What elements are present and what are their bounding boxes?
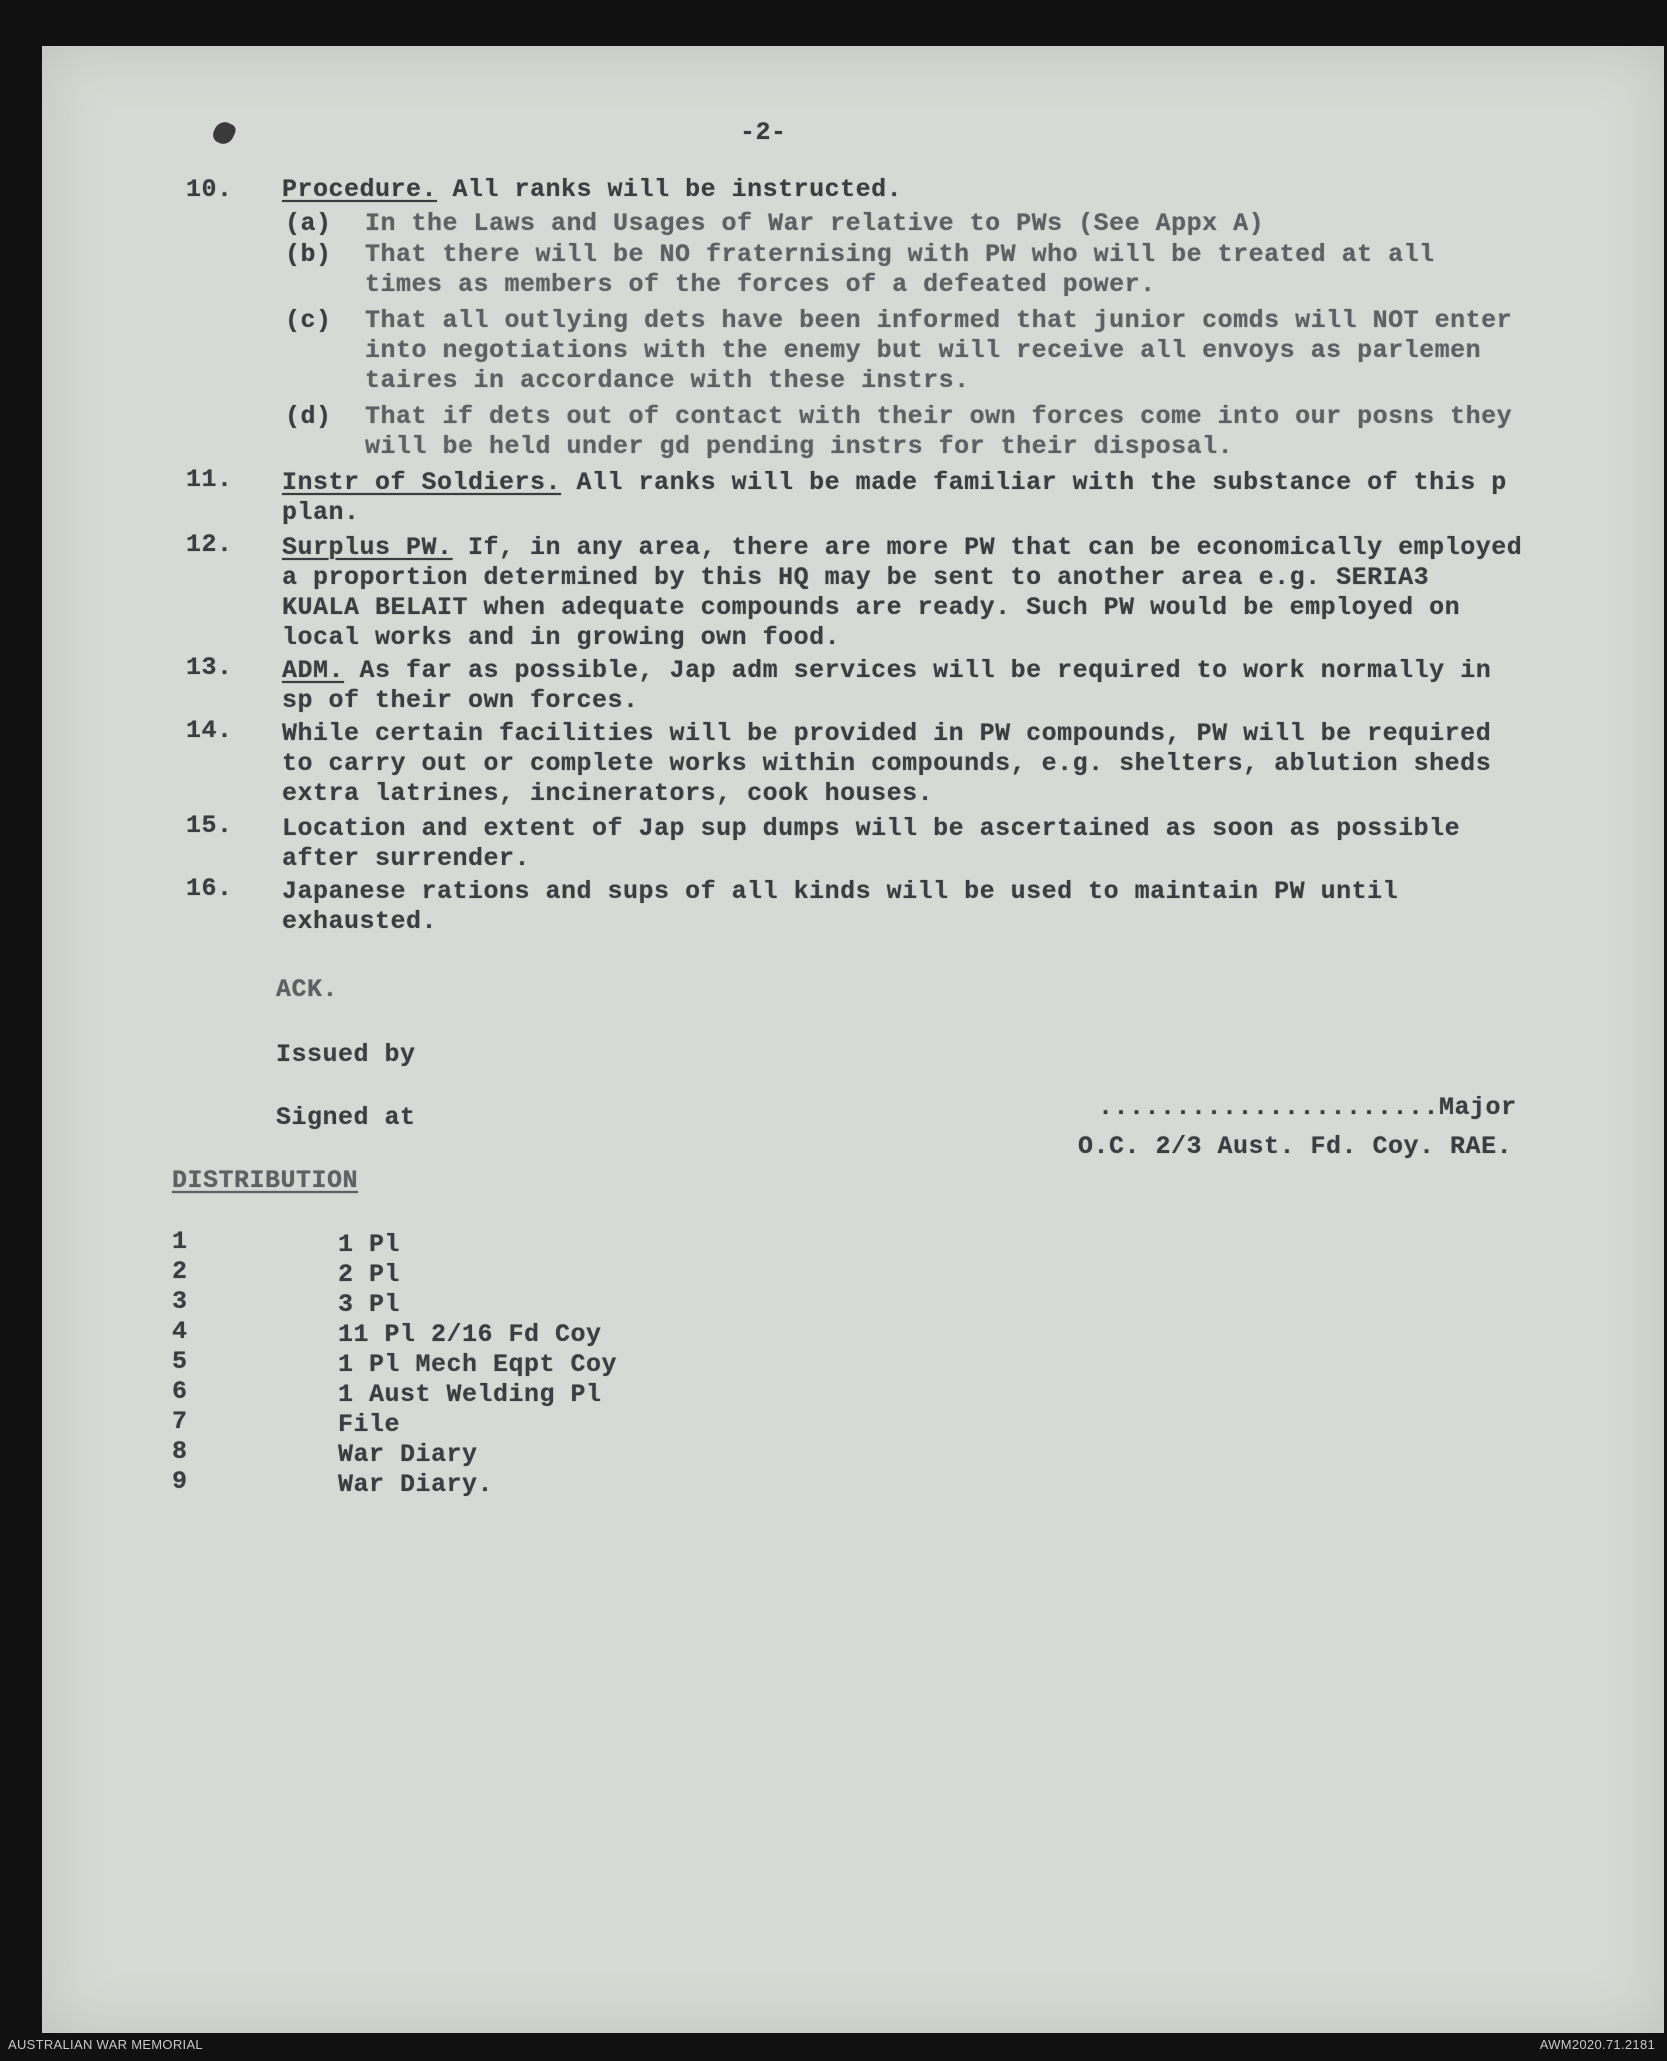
- item-heading: Procedure.: [282, 175, 438, 204]
- subitem-line: In the Laws and Usages of War relative to PWs (See Appx A): [365, 209, 1265, 238]
- distribution-number: 9: [172, 1467, 188, 1496]
- item-continuation: exhausted.: [282, 907, 438, 936]
- item-text: All ranks will be made familiar with the substance of this p: [561, 468, 1507, 497]
- subitem-line: taires in accordance with these instrs.: [365, 366, 970, 395]
- item-number: 16.: [186, 874, 233, 903]
- item-continuation: after surrender.: [282, 844, 531, 873]
- page-number: -2-: [740, 118, 787, 147]
- distribution-item: 1 Pl: [338, 1230, 401, 1259]
- subitem-line: That all outlying dets have been informed that junior comds will NOT enter: [365, 306, 1513, 335]
- subitem-label: (b): [285, 240, 332, 269]
- distribution-number: 5: [172, 1347, 188, 1376]
- item-continuation: a proportion determined by this HQ may be sent to another area e.g. SERIA3: [282, 563, 1430, 592]
- distribution-item: 1 Pl Mech Eqpt Coy: [338, 1350, 618, 1379]
- distribution-number: 3: [172, 1287, 188, 1316]
- distribution-item: 3 Pl: [338, 1290, 401, 1319]
- distribution-title: DISTRIBUTION: [172, 1166, 359, 1195]
- subitem-line: times as members of the forces of a defeated power.: [365, 270, 1156, 299]
- item-number: 10.: [186, 175, 233, 204]
- item-line: [282, 656, 1491, 685]
- item-heading: Surplus PW.: [282, 533, 453, 562]
- signature-line: ......................Major: [1098, 1093, 1517, 1122]
- item-continuation: KUALA BELAIT when adequate compounds are ready. Such PW would be employed on: [282, 593, 1461, 622]
- distribution-item: 1 Aust Welding Pl: [338, 1380, 602, 1409]
- item-number: 12.: [186, 530, 233, 559]
- distribution-item: File: [338, 1410, 401, 1439]
- signatory: O.C. 2/3 Aust. Fd. Coy. RAE.: [1078, 1132, 1513, 1161]
- distribution-number: 4: [172, 1317, 188, 1346]
- item-text: All ranks will be instructed.: [437, 175, 903, 204]
- ack-label: ACK.: [276, 975, 339, 1004]
- distribution-item: 11 Pl 2/16 Fd Coy: [338, 1320, 602, 1349]
- item-continuation: to carry out or complete works within compounds, e.g. shelters, ablution sheds: [282, 749, 1492, 778]
- item-heading: ADM.: [282, 656, 345, 685]
- item-line: Location and extent of Jap sup dumps will be ascertained as soon as possible: [282, 814, 1461, 843]
- distribution-number: 8: [172, 1437, 188, 1466]
- distribution-number: 7: [172, 1407, 188, 1436]
- item-number: 14.: [186, 716, 233, 745]
- item-continuation: plan.: [282, 498, 360, 527]
- item-text: As far as possible, Jap adm services will be required to work normally in: [344, 656, 1492, 685]
- distribution-item: War Diary: [338, 1440, 478, 1469]
- issued-by-label: Issued by: [276, 1040, 416, 1069]
- subitem-line: That if dets out of contact with their own forces come into our posns they: [365, 402, 1513, 431]
- distribution-item: 2 Pl: [338, 1260, 401, 1289]
- subitem-label: (d): [285, 402, 332, 431]
- item-line: [282, 175, 902, 204]
- subitem-line: That there will be NO fraternising with PW who will be treated at all: [365, 240, 1435, 269]
- distribution-item: War Diary.: [338, 1470, 494, 1499]
- signed-at-label: Signed at: [276, 1103, 416, 1132]
- item-continuation: extra latrines, incinerators, cook houses.: [282, 779, 934, 808]
- distribution-number: 2: [172, 1257, 188, 1286]
- item-heading: Instr of Soldiers.: [282, 468, 562, 497]
- footer-archive-name: AUSTRALIAN WAR MEMORIAL: [8, 2037, 203, 2052]
- distribution-number: 1: [172, 1227, 188, 1256]
- subitem-line: will be held under gd pending instrs for their disposal.: [365, 432, 1234, 461]
- subitem-line: into negotiations with the enemy but will receive all envoys as parlemen: [365, 336, 1482, 365]
- item-number: 13.: [186, 653, 233, 682]
- subitem-label: (a): [285, 209, 332, 238]
- item-line: While certain facilities will be provided in PW compounds, PW will be required: [282, 719, 1492, 748]
- item-line: [282, 468, 1507, 497]
- item-text: If, in any area, there are more PW that can be economically employed: [452, 533, 1523, 562]
- footer-reference: AWM2020.71.2181: [1539, 2037, 1655, 2052]
- item-number: 15.: [186, 811, 233, 840]
- subitem-label: (c): [285, 306, 332, 335]
- item-line: Japanese rations and sups of all kinds will be used to maintain PW until: [282, 877, 1399, 906]
- item-number: 11.: [186, 465, 233, 494]
- distribution-number: 6: [172, 1377, 188, 1406]
- item-continuation: sp of their own forces.: [282, 686, 639, 715]
- item-line: [282, 533, 1522, 562]
- item-continuation: local works and in growing own food.: [282, 623, 841, 652]
